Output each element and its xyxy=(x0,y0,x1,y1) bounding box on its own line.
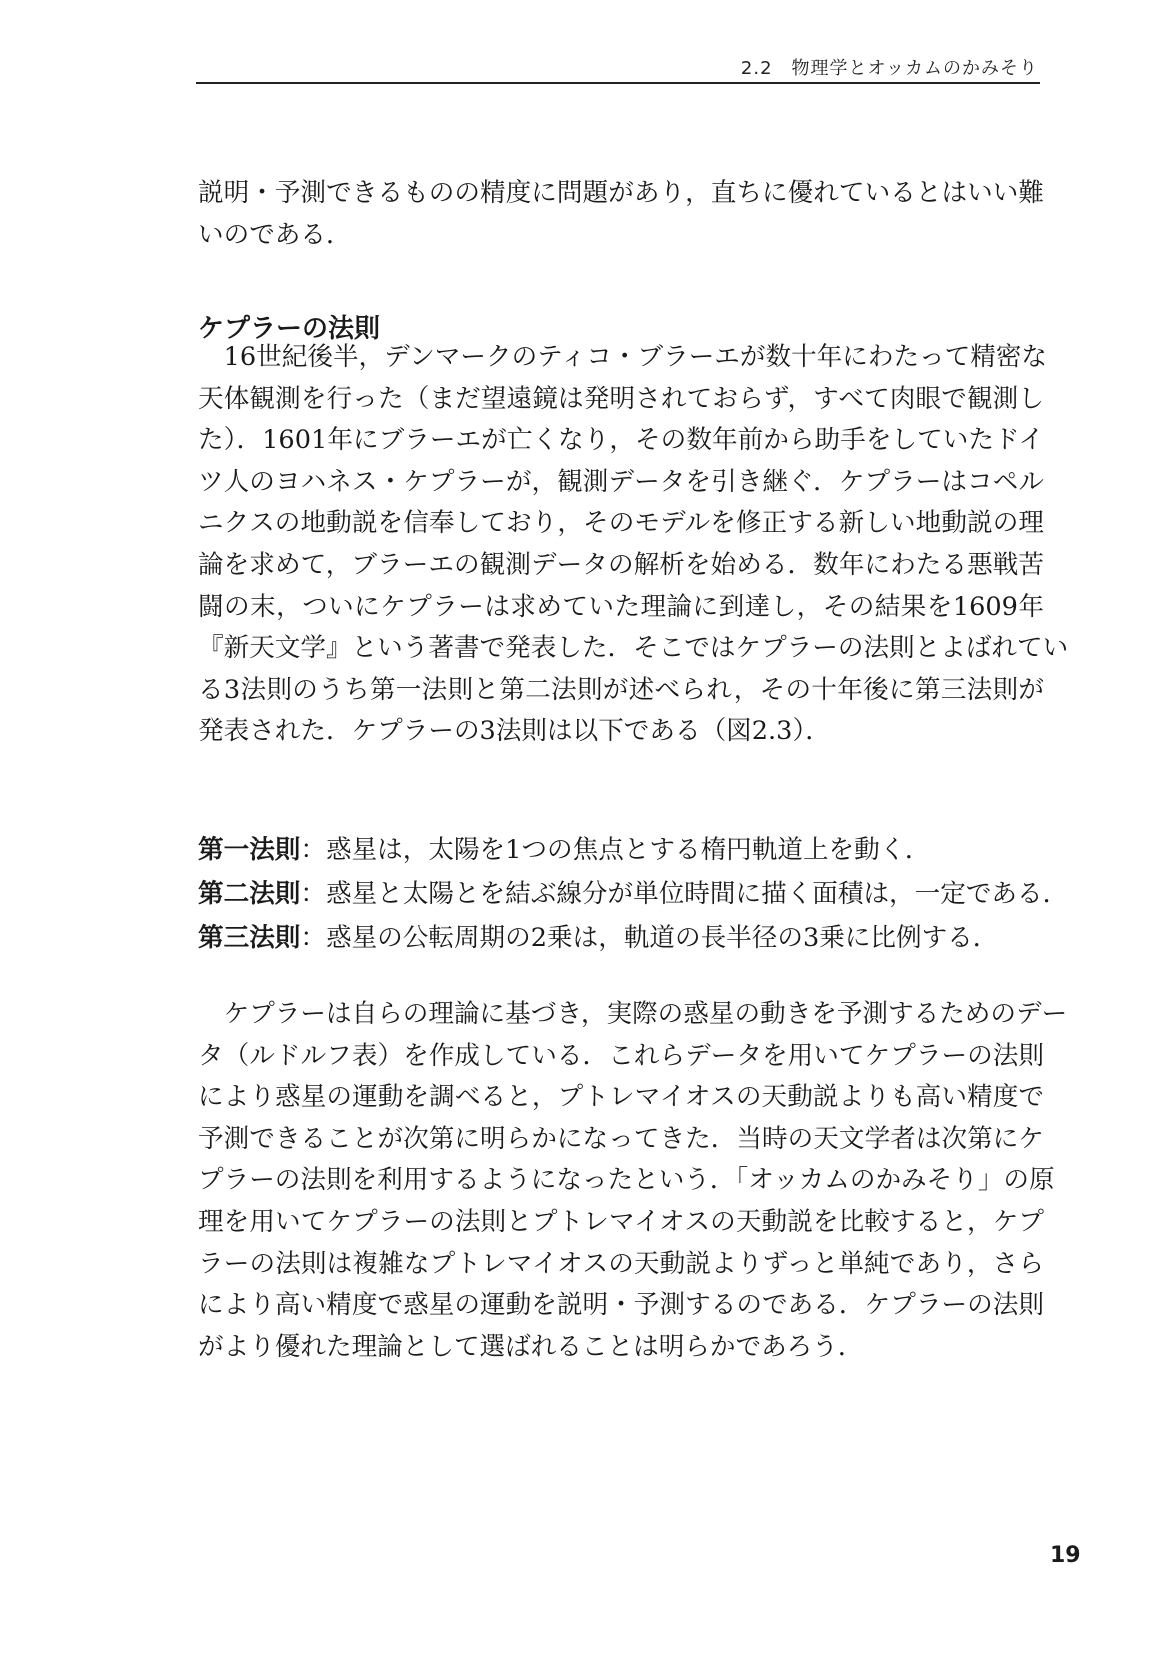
page-number: 19 xyxy=(1050,1543,1081,1568)
running-header xyxy=(196,52,1040,84)
law-item-second xyxy=(198,872,1069,916)
paragraph-line: 天体観測を行った（まだ望遠鏡は発明されておらず，すべて肉眼で観測し xyxy=(198,383,1044,414)
paragraph-line: た）．1601年にブラーエが亡くなり，その数年前から助手をしていたドイ xyxy=(198,425,1044,456)
law-text: ：惑星は，太陽を1つの焦点とする楕円軌道上を動く． xyxy=(300,835,931,865)
running-header-title: 2.2 物理学とオッカムのかみそり xyxy=(740,58,1038,79)
intro-paragraph xyxy=(198,173,1044,256)
paragraph-line: により高い精度で惑星の運動を説明・予測するのである．ケプラーの法則 xyxy=(198,1290,1044,1321)
paragraph-line: 16世紀後半，デンマークのティコ・ブラーエが数十年にわたって精密な xyxy=(198,342,1048,372)
paragraph-line: 予測できることが次第に明らかになってきた．当時の天文学者は次第にケ xyxy=(198,1123,1044,1154)
law-label: 第一法則 xyxy=(198,835,301,865)
paragraph-line: 理を用いてケプラーの法則とプトレマイオスの天動説を比較すると，ケプ xyxy=(198,1206,1044,1237)
paragraph-line: いのである． xyxy=(198,219,352,250)
paragraph-line: ラーの法則は複雑なプトレマイオスの天動説よりずっと単純であり，さら xyxy=(198,1248,1044,1279)
law-label: 第二法則 xyxy=(198,879,301,909)
paragraph-line: 発表された．ケプラーの3法則は以下である（図2.3）． xyxy=(198,716,831,747)
paragraph-line: 『新天文学』という著書で発表した．そこではケプラーの法則とよばれてい xyxy=(198,633,1069,664)
section-heading: ケプラーの法則 xyxy=(198,314,381,344)
paragraph-line: ニクスの地動説を信奉しており，そのモデルを修正する新しい地動説の理 xyxy=(198,508,1044,539)
law-item-first xyxy=(198,828,1044,872)
paragraph-line: 説明・予測できるものの精度に問題があり，直ちに優れているとはいい難 xyxy=(198,178,1044,208)
paragraph-line: る3法則のうち第一法則と第二法則が述べられ，その十年後に第三法則が xyxy=(198,674,1044,705)
paragraph-line: がより優れた理論として選ばれることは明らかであろう． xyxy=(198,1331,864,1362)
kepler-laws-list xyxy=(198,828,1069,960)
law-text: ：惑星と太陽とを結ぶ線分が単位時間に描く面積は，一定である． xyxy=(300,879,1069,909)
paragraph-line: タ（ルドルフ表）を作成している．これらデータを用いてケプラーの法則 xyxy=(198,1040,1044,1071)
paragraph-line: プラーの法則を利用するようになったという．「オッカムのかみそり」の原 xyxy=(198,1165,1055,1196)
paragraph-line: 論を求めて，ブラーエの観測データの解析を始める．数年にわたる悪戦苦 xyxy=(198,549,1044,580)
paragraph-line: 闘の末，ついにケプラーは求めていた理論に到達し，その結果を1609年 xyxy=(198,591,1044,622)
history-paragraph xyxy=(198,337,1069,753)
paragraph-line: ツ人のヨハネス・ケプラーが，観測データを引き継ぐ．ケプラーはコペル xyxy=(198,466,1044,497)
paragraph-line: により惑星の運動を調べると，プトレマイオスの天動説よりも高い精度で xyxy=(198,1082,1044,1113)
law-text: ：惑星の公転周期の2乗は，軌道の長半径の3乗に比例する． xyxy=(300,923,999,953)
law-item-third xyxy=(198,916,1044,960)
paragraph-line: ケプラーは自らの理論に基づき，実際の惑星の動きを予測するためのデー xyxy=(198,999,1068,1029)
conclusion-paragraph xyxy=(198,994,1068,1368)
law-label: 第三法則 xyxy=(198,923,301,953)
